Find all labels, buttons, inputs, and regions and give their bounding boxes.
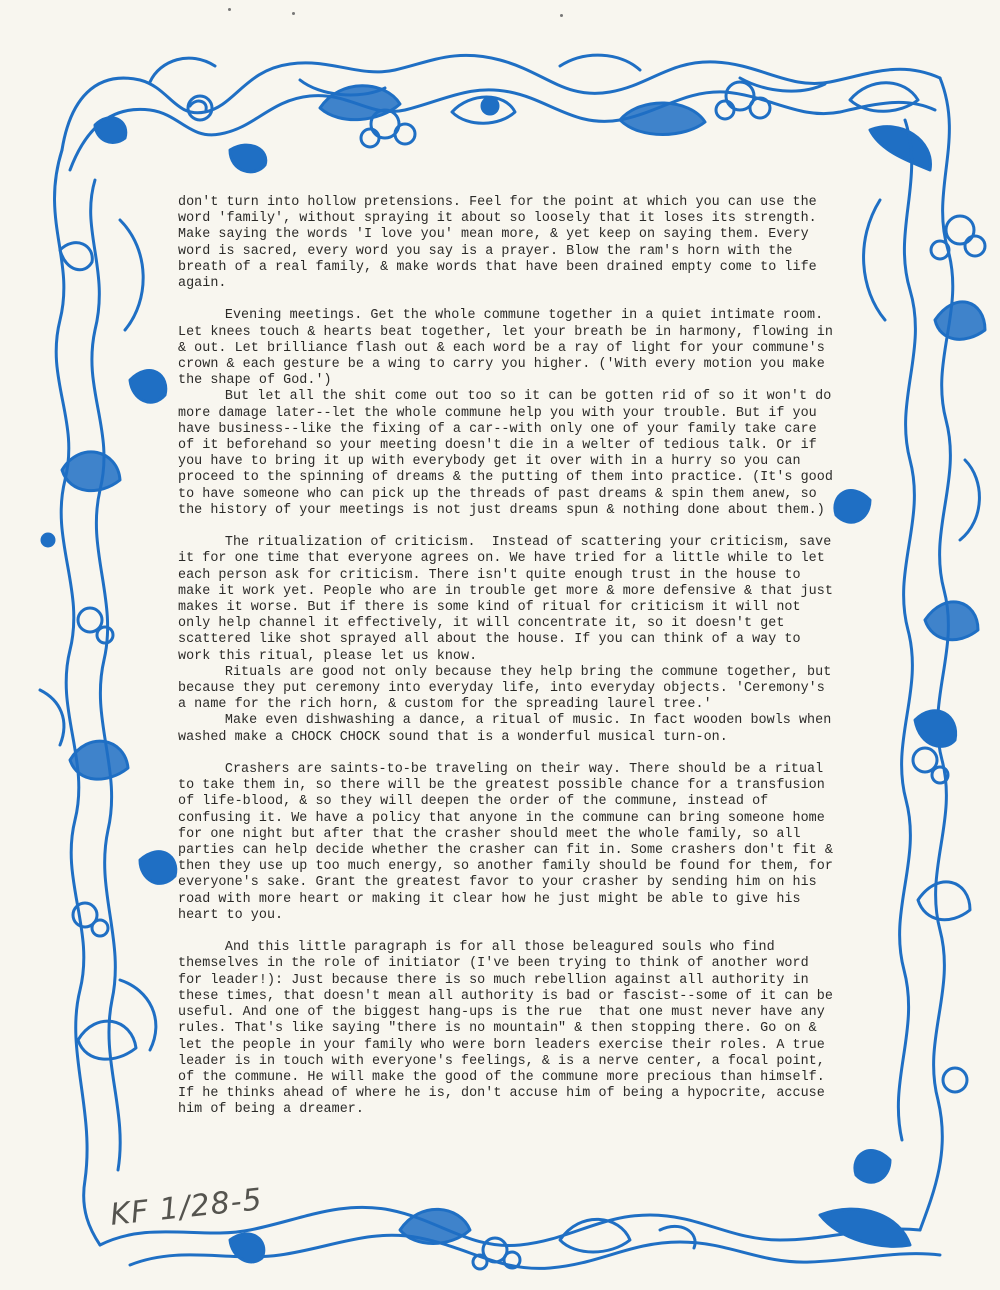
paragraph-gap <box>178 746 838 762</box>
paragraph-evening-meetings: Evening meetings. Get the whole commune together in a quiet intimate room. Let knees touch & hearts beat together, let your breath be in harmony, flowing in & out. Let brilliance flash out & each word be a ray of light for your commune's crown & each gesture be a wing to carry you higher. ('With every motion you make the shape of God.') <box>178 308 842 389</box>
paragraph-gap <box>178 292 838 308</box>
paragraph-ritualization-criticism: The ritualization of criticism. Instead of scattering your criticism, save it for one time that everyone agrees on. We have tried for a little while to let each person ask for criticism. There isn't quite enough trust in the house to make it work yet. People who are in trouble get more & more defensive & that just makes it worse. But if there is some kind of ritual for criticism it will not only help channel it effectively, it will concentrate it, so it doesn't get scattered like shot sprayed all about the house. If you can think of a way to work this ritual, please let us know. <box>178 535 842 664</box>
paragraph-family-words: don't turn into hollow pretensions. Feel for the point at which you can use the word 'family', without spraying it about so loosely that it loses its strength. Make saying the words 'I love you' mean more, & yet keep on saying them. Every word is sacred, every word you say is a prayer. Blow the ram's horn with the breath of a real family, & make words that have been drained empty come to life again. <box>178 195 825 292</box>
paragraph-rituals-ceremony: Rituals are good not only because they help bring the commune together, but because they put ceremony into everyday life, into everyday objects. 'Ceremony's a name for the rich horn, & custom for the spreading laurel tree.' <box>178 664 840 713</box>
paragraph-dishwashing-dance: Make even dishwashing a dance, a ritual of music. In fact wooden bowls when washed make a CHOCK CHOCK sound that is a wonderful musical turn-on. <box>178 713 840 745</box>
document-body-text <box>178 195 842 1119</box>
handwritten-catalog-note: KF 1/28-5 <box>108 1182 265 1233</box>
paper-speck <box>292 12 295 15</box>
paragraph-gap <box>178 519 838 535</box>
paragraph-gap <box>178 924 838 940</box>
paragraph-business-trouble: But let all the shit come out too so it can be gotten rid of so it won't do more damage later--let the whole commune help you with your trouble. But if you have business--like the fixing of a car--with only one of your family take care of it beforehand so your meeting doesn't die in a welter of tedious talk. Or if you have to bring it up with everybody get it over with in a hurry so you can proceed to the spinning of dreams & the putting of them into practice. (It's good to have someone who can pick up the threads of past dreams & spin them anew, so the history of your meetings is not just dreams spun & nothing done about them.) <box>178 389 842 518</box>
paragraph-crashers: Crashers are saints-to-be traveling on their way. There should be a ritual to take them in, so there will be the greatest possible chance for a transfusion of life-blood, & so they will deepen the order of the commune, instead of confusing it. We have a policy that anyone in the commune can bring someone home for one night but after that the crasher should meet the whole family, so all parties can help decide whether the crasher can fit in. Some crashers don't fit & then they use up too much energy, so another family should be found for them, for everyone's sake. Grant the greatest favor to your crasher by sending him on his road with more heart or making it clear how he just might be able to give his heart to you. <box>178 762 842 923</box>
paper-speck <box>560 14 563 17</box>
paper-speck <box>228 8 231 11</box>
paragraph-initiator-leader: And this little paragraph is for all those beleagured souls who find themselves in the role of initiator (I've been trying to think of another word for leader!): Just because there is so much rebellion against all authority in these times, that doesn't mean all authority is bad or fascist--some of it can be useful. And one of the biggest hang-ups is the rue that one must never have any rules. That's like saying "there is no mountain" & then stopping there. Go on & let the people in your family who were born leaders exercise their roles. A true leader is in touch with everyone's feelings, & is a nerve center, a focal point, of the commune. He will make the good of the commune more precious than himself. If he thinks ahead of where he is, don't accuse him of being a hypocrite, accuse him of being a dreamer. <box>178 940 842 1118</box>
